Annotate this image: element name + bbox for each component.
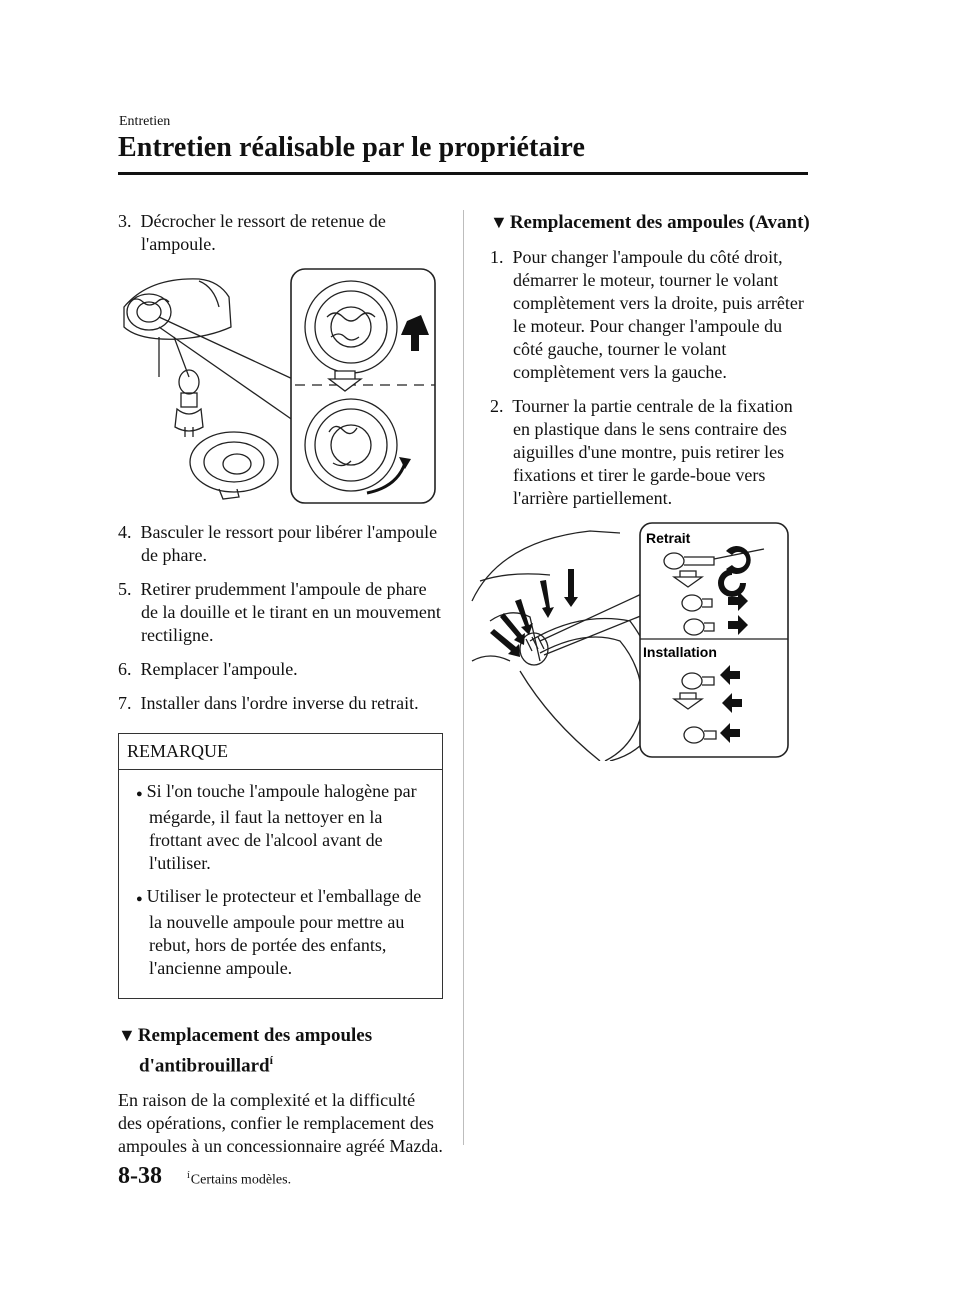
- heading-rule: [118, 172, 808, 175]
- remark-box: [118, 733, 443, 999]
- remark-bullet: [129, 885, 432, 980]
- step-number: 1.: [490, 247, 504, 267]
- step-text: Tourner la partie centrale de la fixation en plastique dans le sens contraire des aiguilles d'une montre, puis retirer les fixations et tirer le garde-boue vers l'arrière partiellement.: [512, 396, 793, 508]
- fog-lamp-heading: [118, 1023, 443, 1078]
- step-text: Pour changer l'ampoule du côté droit, démarrer le moteur, tourner le volant complètement vers la droite, puis arrêter le moteur. Pour changer l'ampoule du côté gauche, tourner le volant complètement vers la gauche.: [512, 247, 804, 382]
- step-number: 6.: [118, 659, 132, 679]
- footnote: [187, 1170, 291, 1189]
- right-column: [490, 210, 810, 775]
- step-text: Remplacer l'ampoule.: [140, 659, 298, 679]
- front-bulb-heading: [490, 210, 810, 235]
- step-text: Retirer prudemment l'ampoule de phare de la douille et le tirant en un mouvement rectiligne.: [140, 579, 441, 645]
- step-text: Installer dans l'ordre inverse du retrait.: [140, 693, 419, 713]
- step-5: [118, 578, 443, 647]
- step-number: 5.: [118, 579, 132, 599]
- remark-bullet-text: Si l'on touche l'ampoule halogène par mégarde, il faut la nettoyer en la frottant avec de l'alcool avant de l'utiliser.: [146, 781, 417, 873]
- step-1: [490, 246, 810, 384]
- triangle-down-icon: ▼: [490, 212, 508, 232]
- front-bulb-heading-text: Remplacement des ampoules (Avant): [509, 212, 810, 233]
- left-column: [118, 210, 443, 1158]
- fog-heading-line2: d'antibrouillard: [139, 1055, 270, 1077]
- page-title: Entretien réalisable par le propriétaire: [118, 132, 585, 163]
- headlight-bulb-illustration: [119, 267, 437, 507]
- step-number: 7.: [118, 693, 132, 713]
- asterisk-icon: í: [187, 1170, 190, 1181]
- remark-title: REMARQUE: [119, 734, 442, 770]
- step-number: 2.: [490, 396, 504, 416]
- step-text: Basculer le ressort pour libérer l'ampoule de phare.: [140, 522, 438, 565]
- install-label: Installation: [643, 644, 717, 660]
- step-text: Décrocher le ressort de retenue de l'ampoule.: [140, 211, 386, 254]
- fog-heading-line1: Remplacement des ampoules: [137, 1025, 373, 1046]
- footnote-text: Certains modèles.: [190, 1172, 292, 1188]
- remove-label: Retrait: [646, 530, 691, 546]
- step-7: [118, 692, 443, 715]
- step-6: [118, 658, 443, 681]
- step-number: 3.: [118, 211, 132, 231]
- bullet-icon: ●: [136, 788, 143, 800]
- fender-clip-drawing: [470, 521, 790, 761]
- step-4: [118, 521, 443, 567]
- fog-lamp-text: En raison de la complexité et la difficulté des opérations, confier le remplacement des ampoules à un concessionnaire agréé Mazda.: [118, 1090, 443, 1157]
- section-label: Entretien: [119, 114, 171, 129]
- remark-bullet: [129, 780, 432, 875]
- remark-bullet-text: Utiliser le protecteur et l'emballage de la nouvelle ampoule pour mettre au rebut, hors de portée des enfants, l'ancienne ampoule.: [146, 886, 422, 978]
- remark-body: [119, 770, 442, 998]
- page-number: 8-38: [118, 1163, 162, 1189]
- asterisk-icon: í: [269, 1053, 273, 1067]
- column-divider: [463, 210, 464, 1145]
- fender-clip-illustration: [470, 521, 790, 761]
- headlight-bulb-drawing: [119, 267, 437, 507]
- bullet-icon: ●: [136, 893, 143, 905]
- step-2: [490, 395, 810, 510]
- triangle-down-icon: ▼: [118, 1025, 136, 1045]
- step-3: [118, 210, 443, 256]
- step-number: 4.: [118, 522, 132, 542]
